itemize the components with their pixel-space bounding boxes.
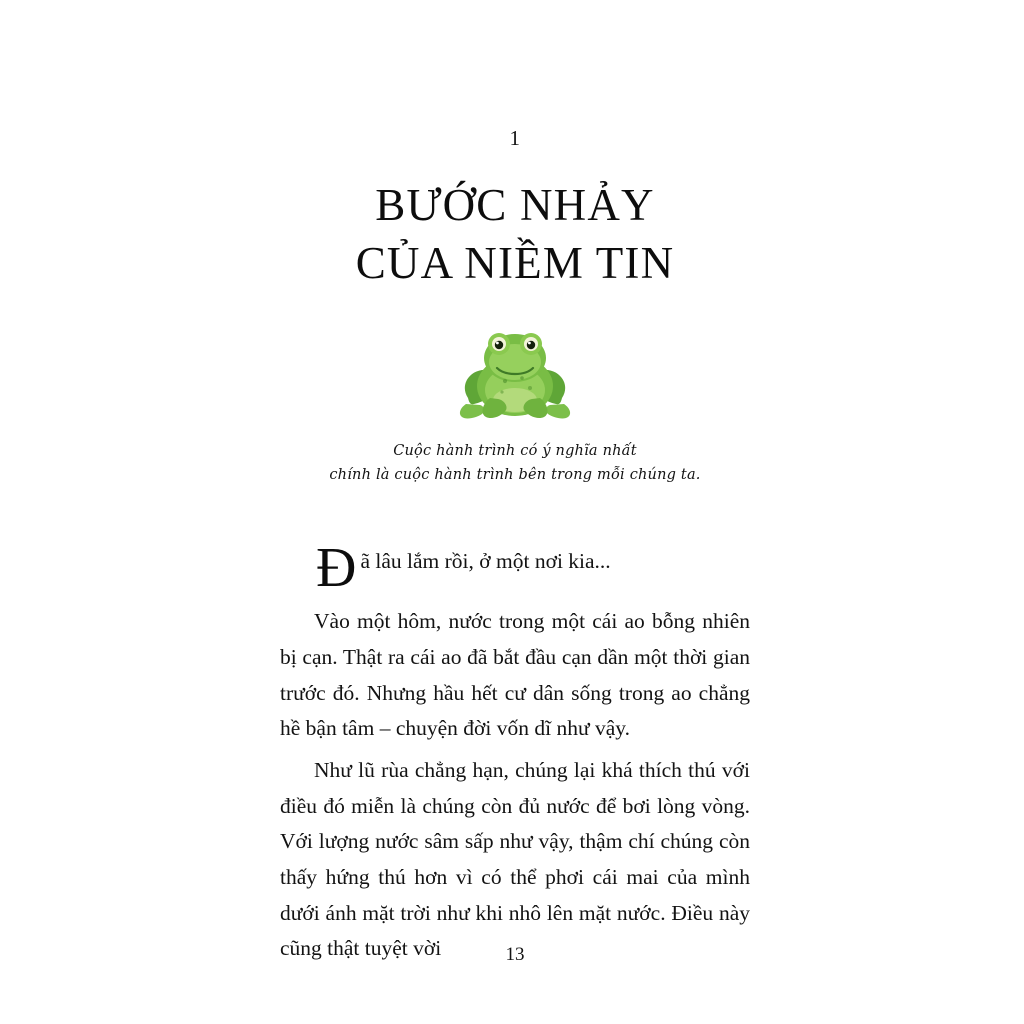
paragraph-1-text: ã lâu lắm rồi, ở một nơi kia... bbox=[360, 549, 611, 574]
drop-cap: Đ bbox=[316, 537, 357, 600]
paragraph-1 bbox=[280, 537, 750, 600]
page-number: 13 bbox=[505, 944, 525, 965]
paragraph-2: Vào một hôm, nước trong một cái ao bỗng nhiên bị cạn. Thật ra cái ao đã bắt đầu cạn dần một thời gian trước đó. Nhưng hầu hết cư dân sống trong ao chẳng hề bận tâm – chuyện đời vốn dĩ như vậy. bbox=[280, 609, 750, 741]
epigraph-line-1: Cuộc hành trình có ý nghĩa nhất bbox=[393, 443, 637, 460]
chapter-title bbox=[280, 177, 750, 292]
chapter-number: 1 bbox=[509, 126, 521, 150]
epigraph-line-2: chính là cuộc hành trình bên trong mỗi chúng ta. bbox=[329, 467, 701, 484]
frog-illustration bbox=[280, 322, 750, 430]
paragraph-3: Như lũ rùa chẳng hạn, chúng lại khá thích thú với điều đó miễn là chúng còn đủ nước để bơi lòng vòng. Với lượng nước sâm sấp như vậy, thậm chí chúng còn thấy hứng thú hơn vì có thể phơi cái mai của mình dưới ánh mặt trời như khi nhô lên mặt nước. Điều này cũng thật tuyệt vời bbox=[280, 757, 750, 961]
chapter-title-line-2: CỦA NIỀM TIN bbox=[355, 237, 675, 288]
body-text bbox=[280, 537, 750, 967]
page-content bbox=[280, 0, 750, 1024]
epigraph bbox=[280, 440, 750, 488]
chapter-title-line-1: BƯỚC NHẢY bbox=[375, 180, 655, 230]
